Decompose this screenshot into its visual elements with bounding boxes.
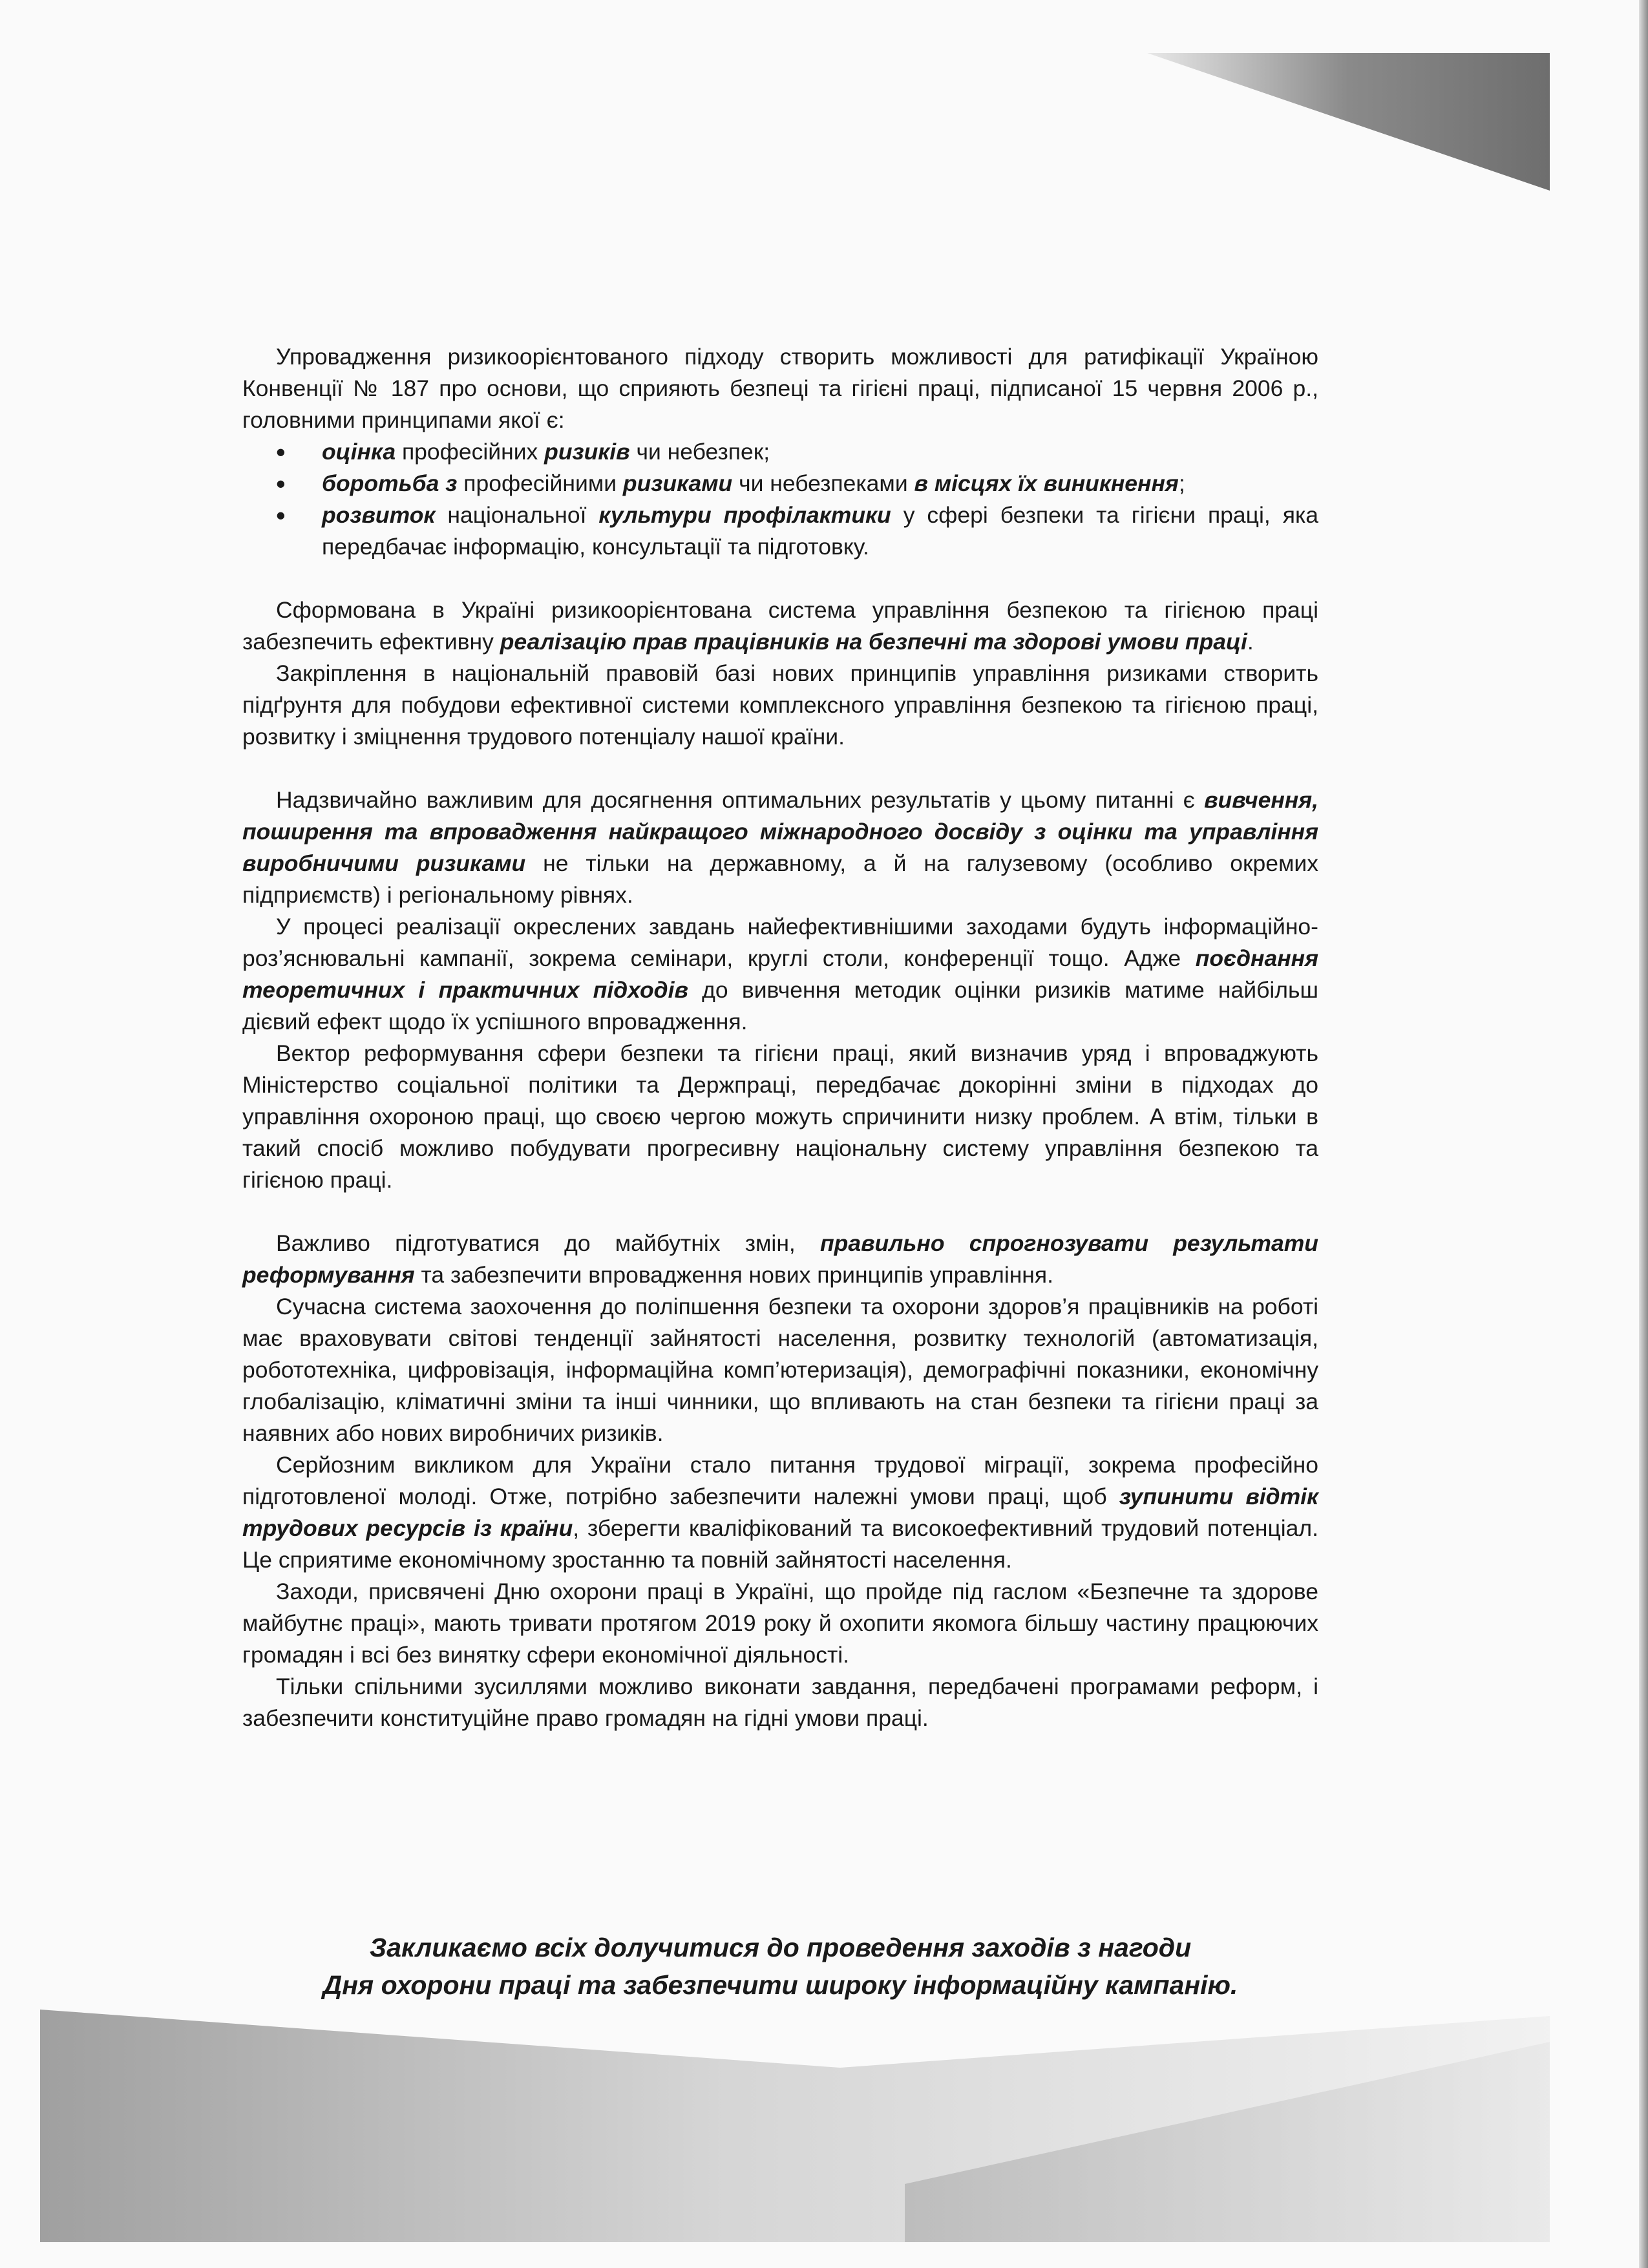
text-span: ; — [1178, 470, 1185, 496]
list-item — [242, 436, 1318, 468]
text-span: , зберегти кваліфікований та високоефективний трудовий потенціал. Це сприятиме економічному зростанню та повній зайнятості населення. — [242, 1515, 1318, 1573]
closing-appeal — [242, 1929, 1318, 2004]
text-span: у сфері безпеки та гігієни праці, яка передбачає інформацію, консультації та підготовку. — [322, 502, 1318, 560]
bold-italic-phrase: вивчення, поширення та впровадження найкращого міжнародного досвіду з оцінки та управління виробничими ризиками — [242, 787, 1318, 876]
bold-italic-phrase: ризиків — [544, 439, 630, 465]
paragraph-campaigns — [242, 911, 1318, 1038]
paragraph-prepare-changes — [242, 1228, 1318, 1291]
closing-line-1: Закликаємо всіх долучитися до проведення заходів з нагоди — [369, 1933, 1192, 1962]
bold-italic-phrase: зупинити відтік трудових ресурсів із країни — [242, 1484, 1318, 1541]
spacer — [242, 753, 1318, 784]
paragraph-joint-efforts: Тільки спільними зусиллями можливо виконати завдання, передбачені програмами реформ, і забезпечити конституційне право громадян на гідні умови праці. — [242, 1674, 1318, 1731]
bold-italic-phrase: в місцях їх виникнення — [914, 470, 1179, 496]
text-span: національної — [435, 502, 599, 528]
paragraph-global-trends: Сучасна система заохочення до поліпшення безпеки та охорони здоров’я працівників на роботі має враховувати світові тенденції зайнятості населення, розвитку технологій (автоматизація, робототехніка, цифровізація, інформаційна комп’ютеризація), демографічні показники, економічну глобалізацію, кліматичні зміни та інші чинники, що впливають на стан безпеки та гігієни праці за наявних або нових виробничих ризиків. — [242, 1294, 1318, 1446]
closing-line-2: Дня охорони праці та забезпечити широку інформаційну кампанію. — [322, 1970, 1238, 2000]
bold-italic-phrase: боротьба з — [322, 470, 458, 496]
text-span: до вивчення методик оцінки ризиків матиме найбільш дієвий ефект щодо їх успішного впровадження. — [242, 977, 1318, 1034]
text-span: Серйозним викликом для України стало питання трудової міграції, зокрема професійно підготовленої молоді. Отже, потрібно забезпечити належні умови праці, щоб — [242, 1452, 1318, 1509]
spacer — [242, 1196, 1318, 1228]
bold-italic-phrase: розвиток — [322, 502, 436, 528]
bold-italic-phrase: правильно спрогнозувати результати реформування — [242, 1230, 1318, 1288]
paragraph-risk-system — [242, 594, 1318, 658]
paragraph-convention-187: Упровадження ризикоорієнтованого підходу створить можливості для ратифікації Україною Конвенції № 187 про основи, що сприяють безпеці та гігієні праці, підписаної 15 червня 2006 р., головними принципами якої є: — [242, 344, 1318, 433]
text-span: професійними — [457, 470, 623, 496]
document-body — [242, 341, 1318, 1734]
paragraph-reform-vector: Вектор реформування сфери безпеки та гігієни праці, який визначив уряд і впроваджують Міністерство соціальної політики та Держпраці, передбачає докорінні зміни в підходах до управління охороною праці, що своєю чергою можуть спричинити низку проблем. А втім, тільки в такий спосіб можливо побудувати прогресивну національну систему управління безпекою та гігієною праці. — [242, 1040, 1318, 1193]
top-right-decorative-band — [0, 0, 1648, 207]
bold-italic-phrase: культури профілактики — [598, 502, 891, 528]
list-item — [242, 468, 1318, 499]
text-span: професійних — [396, 439, 545, 465]
bold-italic-phrase: оцінка — [322, 439, 396, 465]
text-span: Сформована в Україні ризикоорієнтована система управління безпекою та гігієною праці забезпечить ефективну — [242, 597, 1318, 655]
text-span: не тільки на державному, а й на галузевому (особливо окремих підприємств) і регіональному рівнях. — [242, 850, 1319, 908]
text-span: Важливо підготуватися до майбутніх змін, — [276, 1230, 820, 1256]
text-span: чи небезпек; — [629, 439, 770, 465]
list-item — [242, 499, 1318, 563]
text-span: та забезпечити впровадження нових принципів управління. — [414, 1262, 1054, 1288]
paragraph-international-experience — [242, 784, 1318, 911]
spacer — [242, 563, 1318, 594]
page-right-edge-shadow — [1639, 0, 1648, 2268]
text-span: У процесі реалізації окреслених завдань найефективнішими заходами будуть інформаційно-роз’яснювальні кампанії, зокрема семінари, круглі столи, конференції тощо. Адже — [242, 914, 1318, 971]
bold-italic-phrase: поєднання теоретичних і практичних підходів — [242, 945, 1318, 1003]
text-span: чи небезпеками — [732, 470, 914, 496]
paragraph-labor-migration — [242, 1449, 1318, 1576]
bold-italic-phrase: реалізацію прав працівників на безпечні та здорові умови праці — [500, 629, 1247, 655]
principles-list — [242, 436, 1318, 563]
text-span: Надзвичайно важливим для досягнення оптимальних результатів у цьому питанні є — [276, 787, 1205, 813]
bold-italic-phrase: ризиками — [622, 470, 733, 496]
paragraph-events-2019: Заходи, присвячені Дню охорони праці в Україні, що пройде під гаслом «Безпечне та здорове майбутнє праці», мають тривати протягом 2019 року й охопити якомога більшу частину працюючих громадян і всі без винятку сфери економічної діяльності. — [242, 1579, 1318, 1668]
text-span: . — [1247, 629, 1254, 655]
paragraph-legal-basis: Закріплення в національній правовій базі нових принципів управління ризиками створить підґрунтя для побудови ефективної системи комплексного управління безпекою та гігієною праці, розвитку і зміцнення трудового потенціалу нашої країни. — [242, 660, 1318, 750]
